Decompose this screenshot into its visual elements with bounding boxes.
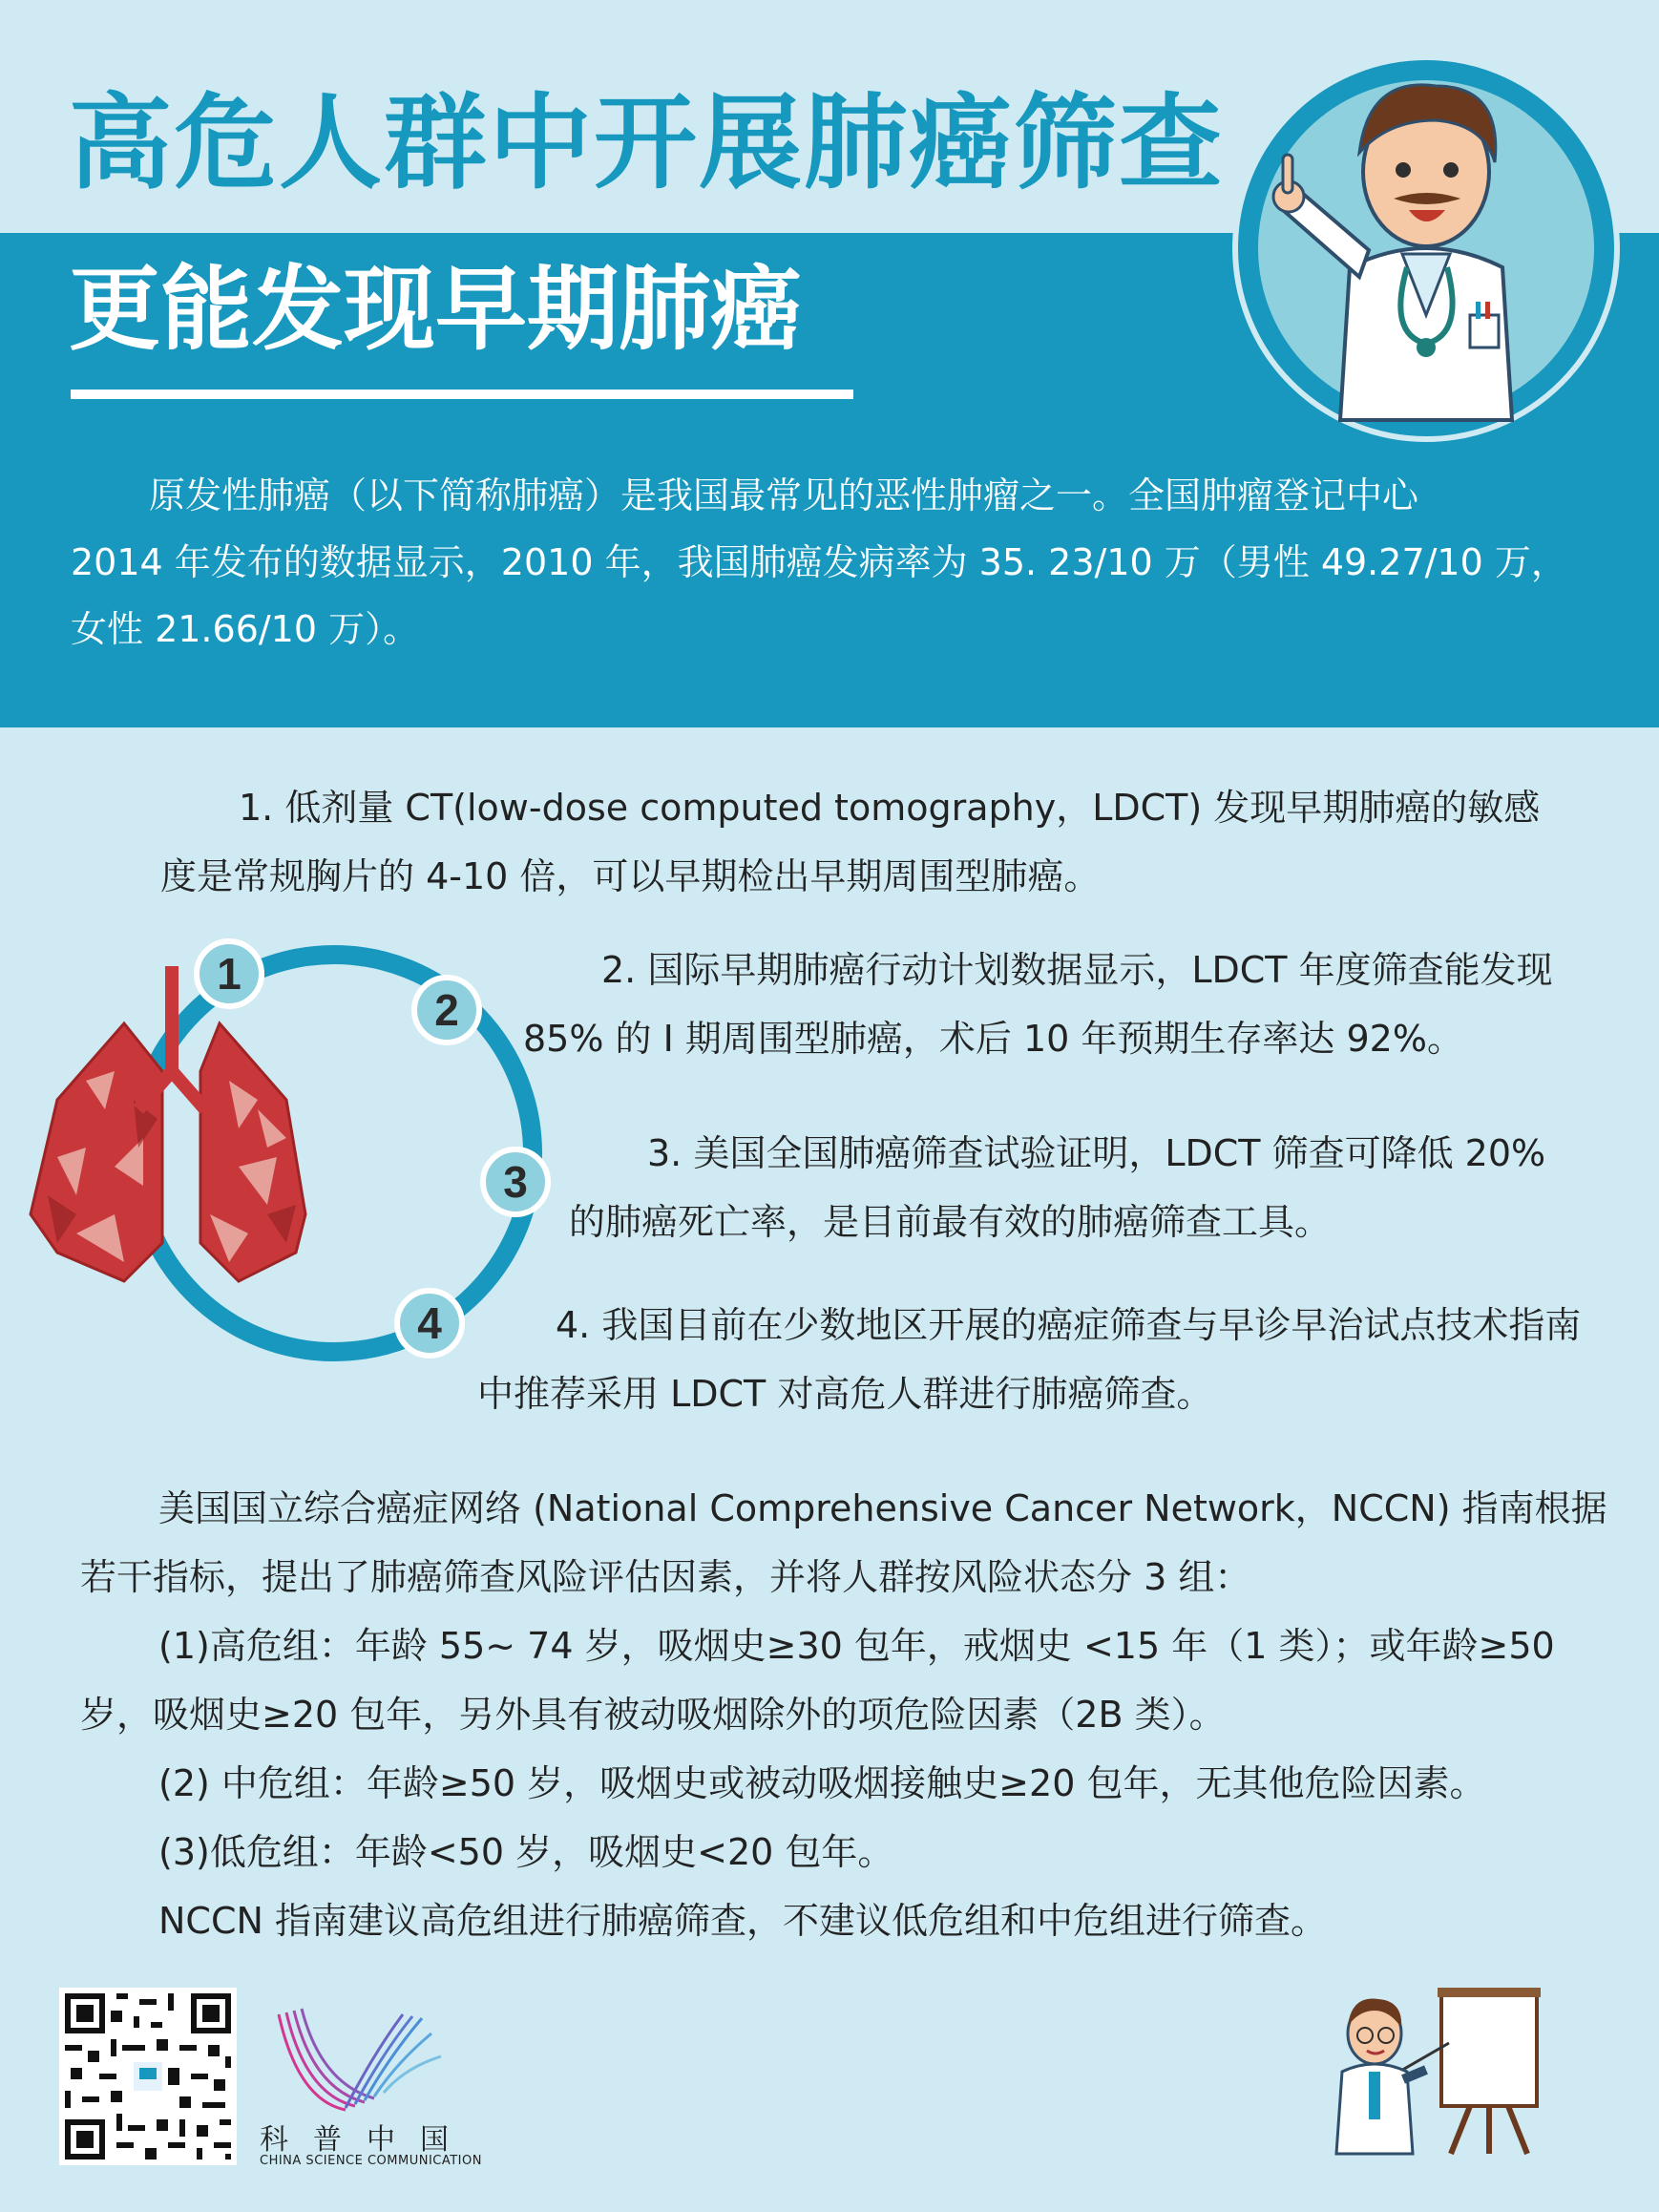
page-title: 高危人群中开展肺癌筛查 (69, 84, 1225, 203)
doctor-illustration-icon (1226, 29, 1627, 453)
lung-ring-graphic (19, 928, 554, 1380)
kepu-logo-cn: 科普中国 (260, 2123, 473, 2157)
doctor-presenting-icon (1308, 1967, 1556, 2161)
intro-line-3: 女性 21.66/10 万）。 (71, 608, 420, 650)
intro-line-1: 原发性肺癌（以下简称肺癌）是我国最常见的恶性肿瘤之一。全国肿瘤登记中心 (149, 474, 1419, 516)
subtitle-underline (71, 390, 853, 399)
svg-text:2: 2 (434, 985, 459, 1035)
point-4-text: 4. 我国目前在少数地区开展的癌症筛查与早诊早治试点技术指南中推荐采用 LDCT 对高危人群进行肺癌筛查。 (477, 1304, 1582, 1415)
lungs-icon (31, 966, 305, 1281)
intro-paragraph (71, 462, 1598, 663)
svg-text:4: 4 (417, 1298, 442, 1348)
ring-number-4 (397, 1291, 462, 1356)
ring-number-3 (483, 1149, 548, 1214)
ring-number-2 (414, 978, 479, 1043)
svg-text:3: 3 (503, 1157, 528, 1207)
nccn-high-risk: (1)高危组：年龄 55~ 74 岁，吸烟史≥30 包年，戒烟史 <15 年（1 类）；或年龄≥50 岁，吸烟史≥20 包年，另外具有被动吸烟除外的项危险因素（2B 类）。 (80, 1625, 1555, 1736)
kepu-logo-icon (260, 1995, 451, 2123)
nccn-section (80, 1474, 1607, 1955)
point-2-text: 2. 国际早期肺癌行动计划数据显示，LDCT 年度筛查能发现 85% 的 I 期周围型肺癌，术后 10 年预期生存率达 92%。 (523, 949, 1553, 1060)
kepu-logo-en: CHINA SCIENCE COMMUNICATION (260, 2154, 482, 2168)
svg-text:1: 1 (217, 949, 242, 999)
qr-code-icon (59, 1988, 237, 2169)
point-1-text: 1. 低剂量 CT(low-dose computed tomography，LDCT) 发现早期肺癌的敏感度是常规胸片的 4-10 倍，可以早期检出早期周围型肺癌。 (160, 787, 1541, 897)
ring-number-1 (197, 941, 262, 1006)
nccn-recommendation: NCCN 指南建议高危组进行肺癌筛查，不建议低危组和中危组进行筛查。 (158, 1900, 1328, 1942)
intro-line-2: 2014 年发布的数据显示，2010 年，我国肺癌发病率为 35. 23/10 万（男性 49.27/10 万， (71, 541, 1567, 583)
nccn-intro: 美国国立综合癌症网络 (National Comprehensive Cancer Network，NCCN) 指南根据若干指标，提出了肺癌筛查风险评估因素，并将人群按风险状态分 3 组： (80, 1487, 1607, 1598)
nccn-low-risk: (3)低危组：年龄<50 岁，吸烟史<20 包年。 (158, 1831, 894, 1873)
point-3-text: 3. 美国全国肺癌筛查试验证明，LDCT 筛查可降低 20% 的肺癌死亡率，是目前最有效的肺癌筛查工具。 (569, 1132, 1546, 1243)
page-subtitle: 更能发现早期肺癌 (69, 256, 802, 363)
nccn-medium-risk: (2) 中危组：年龄≥50 岁，吸烟史或被动吸烟接触史≥20 包年，无其他危险因素。 (158, 1762, 1486, 1804)
